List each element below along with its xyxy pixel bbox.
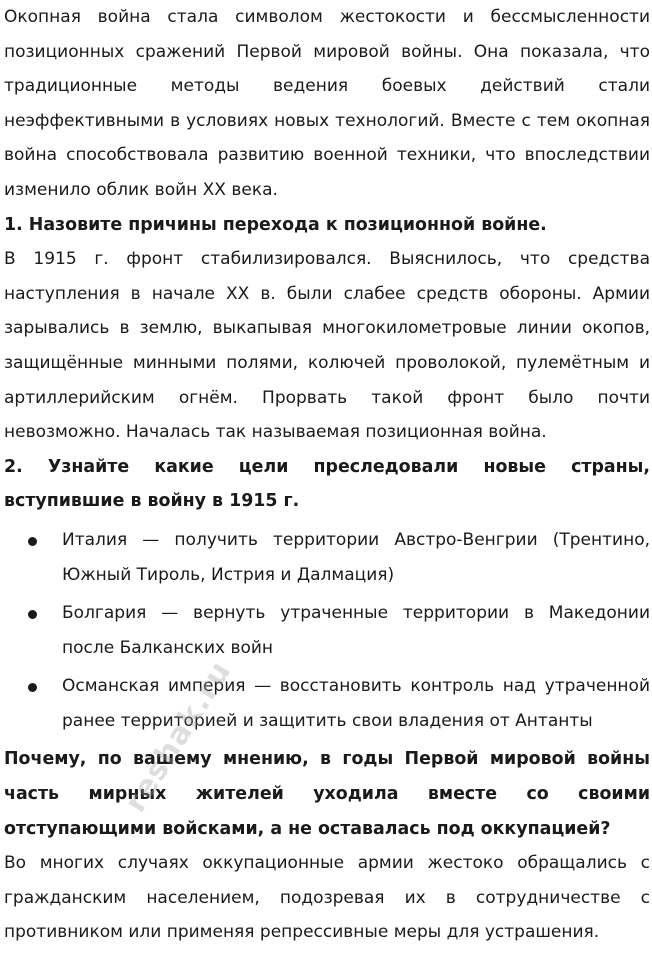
question-2-heading: 2. Узнайте какие цели преследовали новые страны, вступившие в войну в 1915 г. <box>4 456 650 512</box>
intro-paragraph: Окопная война стала символом жестокости и бессмысленности позиционных сражений Первой мировой войны. Она показала, что традиционные методы ведения боевых действий стали неэффективными в условиях новых технологий. Вместе с тем окопная война способствовала развитию военной техники, что впоследствии изменило облик войн XX века. <box>4 7 650 200</box>
watermark: reshak.ru <box>118 654 239 819</box>
list-item-text: Османская империя — восстановить контроль над утраченной ранее территорией и защитить свои владения от Антанты <box>62 676 650 731</box>
list-item-text: Болгария — вернуть утраченные территории в Македонии после Балканских войн <box>62 603 650 658</box>
answer-3-paragraph: Во многих случаях оккупационные армии жестоко обращались с гражданским населением, подозревая их в сотрудничестве с противником или применяя репрессивные меры для устрашения. <box>4 853 650 943</box>
question-3-heading: Почему, по вашему мнению, в годы Первой мировой войны часть мирных жителей уходила вместе со своими отступающими войсками, а не оставалась под оккупацией? <box>4 749 650 839</box>
bullet-icon <box>28 537 37 546</box>
bullet-icon <box>28 610 37 619</box>
answer-2-list <box>4 523 650 739</box>
question-1-heading: 1. Назовите причины перехода к позиционной войне. <box>4 214 547 235</box>
list-item <box>4 596 650 665</box>
list-item <box>4 669 650 738</box>
answer-1-paragraph: В 1915 г. фронт стабилизировался. Выяснилось, что средства наступления в начале XX в. были слабее средств обороны. Армии зарывались в землю, выкапывая многокилометровые линии окопов, защищённые минными полями, колючей проволокой, пулемётным и артиллерийским огнём. Прорвать такой фронт было почти невозможно. Началась так называемая позиционная война. <box>4 249 650 443</box>
list-item-text: Италия — получить территории Австро-Венгрии (Трентино, Южный Тироль, Истрия и Далмация) <box>62 529 650 585</box>
list-item <box>4 523 650 592</box>
bullet-icon <box>28 683 37 692</box>
